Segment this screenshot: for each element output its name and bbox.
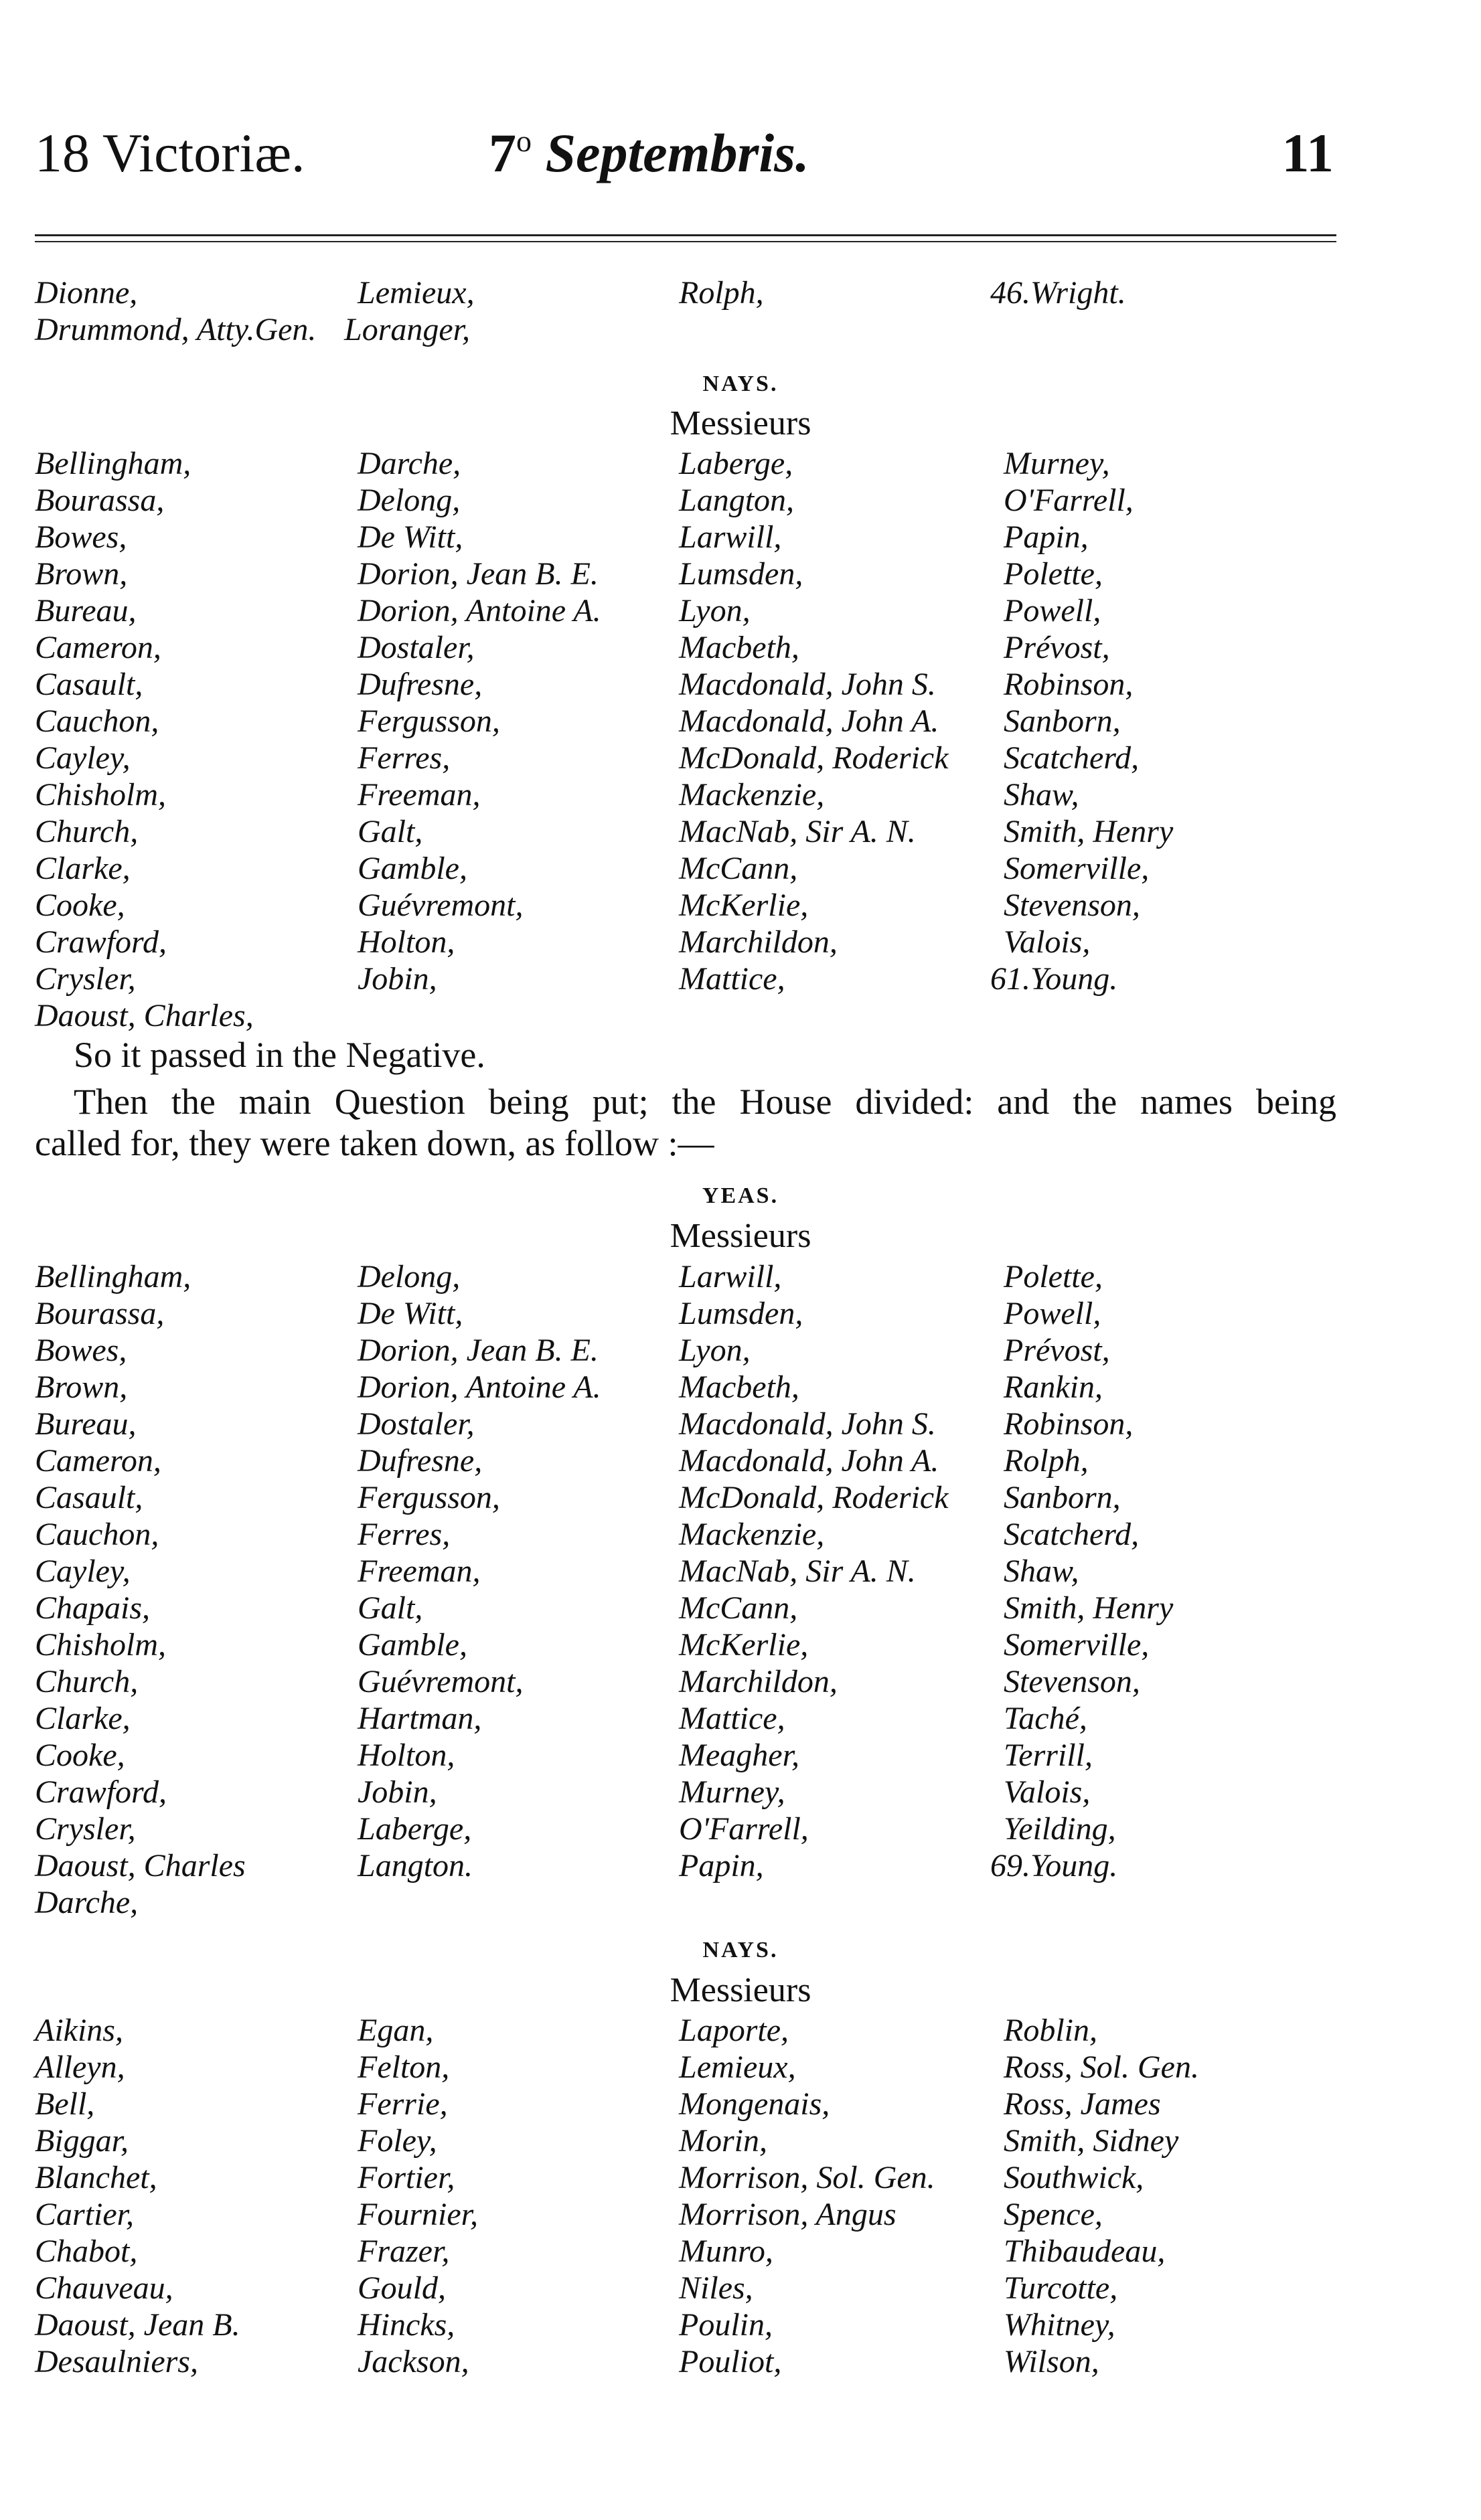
member-name: Taché, bbox=[1004, 1701, 1087, 1736]
member-name: Cooke, bbox=[35, 888, 125, 923]
member-name: Dorion, Jean B. E. bbox=[358, 1333, 599, 1368]
list-row bbox=[35, 2196, 1336, 2233]
member-name: Brown, bbox=[35, 556, 128, 592]
member-name: Smith, Henry bbox=[1004, 814, 1174, 849]
member-name: 69.Young. bbox=[990, 1848, 1118, 1883]
member-name: Spence, bbox=[1004, 2197, 1103, 2232]
member-name: Shaw, bbox=[1004, 1553, 1079, 1589]
list-row bbox=[35, 592, 1336, 629]
messieurs-label: Messieurs bbox=[670, 404, 811, 442]
member-name: Bellingham, bbox=[35, 446, 191, 481]
member-name: Galt, bbox=[358, 814, 423, 849]
member-name: McDonald, Roderick bbox=[679, 740, 949, 776]
messieurs-label: Messieurs bbox=[670, 1971, 811, 2009]
list-row bbox=[35, 556, 1336, 592]
list-row bbox=[35, 1479, 1336, 1516]
member-name: Morin, bbox=[679, 2123, 767, 2159]
member-name: Laberge, bbox=[679, 446, 793, 481]
member-name: Rankin, bbox=[1004, 1369, 1103, 1405]
member-name: Brown, bbox=[35, 1369, 128, 1405]
member-name: Papin, bbox=[1004, 519, 1089, 555]
member-name: Turcotte, bbox=[1004, 2270, 1118, 2306]
member-name: 61.Young. bbox=[990, 961, 1118, 997]
list-row bbox=[35, 740, 1336, 776]
member-name: Robinson, bbox=[1004, 1406, 1134, 1442]
member-name: Somerville, bbox=[1004, 851, 1150, 886]
member-name: Prévost, bbox=[1004, 630, 1110, 665]
nays-list bbox=[35, 445, 1336, 1034]
member-name: Daoust, Charles, bbox=[35, 998, 254, 1033]
list-row bbox=[35, 666, 1336, 703]
member-name: Chabot, bbox=[35, 2234, 138, 2269]
member-name: Fournier, bbox=[358, 2197, 478, 2232]
member-name: Mattice, bbox=[679, 1701, 785, 1736]
member-name: Langton. bbox=[358, 1848, 473, 1883]
member-name: MacNab, Sir A. N. bbox=[679, 814, 916, 849]
list-row bbox=[35, 2270, 1336, 2306]
list-row bbox=[35, 2159, 1336, 2196]
member-name: Sanborn, bbox=[1004, 1480, 1121, 1515]
member-name: Crawford, bbox=[35, 924, 167, 960]
member-name: Marchildon, bbox=[679, 1664, 838, 1699]
member-name: Clarke, bbox=[35, 851, 131, 886]
member-name: Crysler, bbox=[35, 961, 136, 997]
member-name: Cooke, bbox=[35, 1738, 125, 1773]
member-name: Loranger, bbox=[344, 312, 471, 347]
member-name: Chisholm, bbox=[35, 777, 167, 813]
list-row bbox=[35, 2049, 1336, 2086]
date-day: 7 bbox=[489, 122, 516, 183]
member-name: Thibaudeau, bbox=[1004, 2234, 1166, 2269]
member-name: Frazer, bbox=[358, 2234, 450, 2269]
member-name: Jobin, bbox=[358, 961, 437, 997]
member-name: Ross, James bbox=[1004, 2086, 1161, 2122]
member-name: De Witt, bbox=[358, 519, 463, 555]
member-name: Bureau, bbox=[35, 1406, 137, 1442]
member-name: Roblin, bbox=[1004, 2013, 1097, 2048]
member-name: O'Farrell, bbox=[1004, 483, 1134, 518]
member-name: Guévremont, bbox=[358, 888, 524, 923]
list-row bbox=[35, 1553, 1336, 1590]
member-name: Crawford, bbox=[35, 1774, 167, 1810]
member-name: Hincks, bbox=[358, 2307, 455, 2343]
date-ordinal: o bbox=[516, 124, 532, 158]
member-name: Fortier, bbox=[358, 2160, 455, 2195]
member-name: Darche, bbox=[35, 1885, 139, 1920]
member-name: Cameron, bbox=[35, 1443, 161, 1479]
list-row bbox=[35, 1663, 1336, 1700]
list-row bbox=[35, 1737, 1336, 1774]
member-name: Chauveau, bbox=[35, 2270, 173, 2306]
list-row bbox=[35, 311, 1336, 348]
main-question-paragraph bbox=[35, 1081, 1336, 1164]
member-name: Ferres, bbox=[358, 740, 451, 776]
member-name: Larwill, bbox=[679, 519, 782, 555]
messieurs-label: Messieurs bbox=[670, 1217, 811, 1255]
member-name: Mackenzie, bbox=[679, 777, 825, 813]
list-row bbox=[35, 2122, 1336, 2159]
member-name: Gamble, bbox=[358, 851, 467, 886]
member-name: Cauchon, bbox=[35, 703, 159, 739]
list-row bbox=[35, 1626, 1336, 1663]
list-row bbox=[35, 1442, 1336, 1479]
list-row bbox=[35, 813, 1336, 850]
yeas-heading: YEAS. bbox=[702, 1183, 779, 1208]
member-name: Freeman, bbox=[358, 777, 481, 813]
member-name: 46.Wright. bbox=[990, 275, 1126, 311]
member-name: Niles, bbox=[679, 2270, 753, 2306]
member-name: Somerville, bbox=[1004, 1627, 1150, 1663]
member-name: Cayley, bbox=[35, 1553, 131, 1589]
member-name: Dionne, bbox=[35, 275, 138, 311]
member-name: Meagher, bbox=[679, 1738, 799, 1773]
list-row bbox=[35, 2343, 1336, 2380]
member-name: Casault, bbox=[35, 1480, 143, 1515]
member-name: Polette, bbox=[1004, 556, 1103, 592]
list-row bbox=[35, 2086, 1336, 2122]
member-name: Scatcherd, bbox=[1004, 1517, 1140, 1552]
list-row bbox=[35, 1884, 1336, 1921]
member-name: Prévost, bbox=[1004, 1333, 1110, 1368]
list-row bbox=[35, 960, 1336, 997]
list-row bbox=[35, 1295, 1336, 1332]
member-name: Desaulniers, bbox=[35, 2344, 198, 2379]
member-name: Clarke, bbox=[35, 1701, 131, 1736]
member-name: Holton, bbox=[358, 924, 455, 960]
member-name: Pouliot, bbox=[679, 2344, 782, 2379]
page-number: 11 bbox=[1281, 122, 1334, 183]
member-name: Holton, bbox=[358, 1738, 455, 1773]
list-row bbox=[35, 776, 1336, 813]
member-name: Hartman, bbox=[358, 1701, 482, 1736]
member-name: Lyon, bbox=[679, 593, 751, 628]
list-row bbox=[35, 997, 1336, 1034]
member-name: Chisholm, bbox=[35, 1627, 167, 1663]
continued-yeas-list bbox=[35, 274, 1336, 348]
list-row bbox=[35, 887, 1336, 924]
member-name: Daoust, Charles bbox=[35, 1848, 246, 1883]
member-name: Bourassa, bbox=[35, 1296, 165, 1331]
member-name: Delong, bbox=[358, 483, 461, 518]
member-name: Powell, bbox=[1004, 1296, 1101, 1331]
list-row bbox=[35, 1774, 1336, 1811]
member-name: Drummond, Atty.Gen. bbox=[35, 312, 317, 347]
list-row bbox=[35, 519, 1336, 556]
member-name: Guévremont, bbox=[358, 1664, 524, 1699]
header-rule-bottom bbox=[35, 241, 1336, 242]
member-name: Dorion, Antoine A. bbox=[358, 593, 601, 628]
member-name: Bowes, bbox=[35, 519, 127, 555]
member-name: Stevenson, bbox=[1004, 888, 1140, 923]
member-name: Egan, bbox=[358, 2013, 434, 2048]
member-name: Macdonald, John A. bbox=[679, 703, 939, 739]
member-name: Freeman, bbox=[358, 1553, 481, 1589]
member-name: Dorion, Jean B. E. bbox=[358, 556, 599, 592]
paragraph-line: called for, they were taken down, as follow :— bbox=[35, 1123, 714, 1163]
member-name: Macbeth, bbox=[679, 630, 799, 665]
member-name: O'Farrell, bbox=[679, 1811, 809, 1847]
member-name: Laporte, bbox=[679, 2013, 789, 2048]
member-name: Blanchet, bbox=[35, 2160, 157, 2195]
list-row bbox=[35, 2012, 1336, 2049]
list-row bbox=[35, 629, 1336, 666]
list-row bbox=[35, 2233, 1336, 2270]
list-row bbox=[35, 274, 1336, 311]
member-name: Dostaler, bbox=[358, 1406, 475, 1442]
member-name: Mackenzie, bbox=[679, 1517, 825, 1552]
member-name: Lumsden, bbox=[679, 556, 803, 592]
member-name: Chapais, bbox=[35, 1590, 151, 1626]
member-name: Fergusson, bbox=[358, 703, 500, 739]
member-name: De Witt, bbox=[358, 1296, 463, 1331]
member-name: Cameron, bbox=[35, 630, 161, 665]
member-name: Papin, bbox=[679, 1848, 764, 1883]
member-name: Dufresne, bbox=[358, 667, 483, 702]
member-name: Delong, bbox=[358, 1259, 461, 1294]
yeas-list bbox=[35, 1258, 1336, 1921]
result-text: So it passed in the Negative. bbox=[74, 1035, 485, 1075]
member-name: Bowes, bbox=[35, 1333, 127, 1368]
member-name: Bourassa, bbox=[35, 483, 165, 518]
member-name: Biggar, bbox=[35, 2123, 129, 2159]
member-name: Macdonald, John S. bbox=[679, 1406, 936, 1442]
list-row bbox=[35, 1406, 1336, 1442]
member-name: Morrison, Angus bbox=[679, 2197, 897, 2232]
member-name: Dorion, Antoine A. bbox=[358, 1369, 601, 1405]
member-name: Fergusson, bbox=[358, 1480, 500, 1515]
paragraph-line: Then the main Question being put; the House divided: and the names being bbox=[74, 1082, 1336, 1122]
member-name: Powell, bbox=[1004, 593, 1101, 628]
list-row bbox=[35, 1516, 1336, 1553]
member-name: Jobin, bbox=[358, 1774, 437, 1810]
member-name: Marchildon, bbox=[679, 924, 838, 960]
member-name: Valois, bbox=[1004, 924, 1091, 960]
list-row bbox=[35, 1590, 1336, 1626]
member-name: Macbeth, bbox=[679, 1369, 799, 1405]
header-rule-top bbox=[35, 234, 1336, 236]
member-name: Church, bbox=[35, 814, 139, 849]
member-name: Scatcherd, bbox=[1004, 740, 1140, 776]
member-name: Casault, bbox=[35, 667, 143, 702]
member-name: Bureau, bbox=[35, 593, 137, 628]
member-name: Shaw, bbox=[1004, 777, 1079, 813]
member-name: Macdonald, John A. bbox=[679, 1443, 939, 1479]
member-name: McCann, bbox=[679, 1590, 798, 1626]
member-name: Jackson, bbox=[358, 2344, 469, 2379]
member-name: Morrison, Sol. Gen. bbox=[679, 2160, 935, 2195]
list-row bbox=[35, 1700, 1336, 1737]
member-name: Mongenais, bbox=[679, 2086, 830, 2122]
member-name: Dufresne, bbox=[358, 1443, 483, 1479]
nays-list bbox=[35, 2012, 1336, 2380]
list-row bbox=[35, 924, 1336, 960]
member-name: Murney, bbox=[1004, 446, 1110, 481]
member-name: Bellingham, bbox=[35, 1259, 191, 1294]
member-name: Alleyn, bbox=[35, 2049, 125, 2085]
list-row bbox=[35, 703, 1336, 740]
member-name: McKerlie, bbox=[679, 1627, 809, 1663]
list-row bbox=[35, 1811, 1336, 1847]
member-name: Munro, bbox=[679, 2234, 773, 2269]
member-name: Foley, bbox=[358, 2123, 437, 2159]
member-name: Darche, bbox=[358, 446, 461, 481]
member-name: Langton, bbox=[679, 483, 795, 518]
member-name: Southwick, bbox=[1004, 2160, 1144, 2195]
member-name: Ferrie, bbox=[358, 2086, 448, 2122]
member-name: Galt, bbox=[358, 1590, 423, 1626]
nays-heading: NAYS. bbox=[702, 371, 779, 396]
member-name: Church, bbox=[35, 1664, 139, 1699]
member-name: Cayley, bbox=[35, 740, 131, 776]
member-name: Gould, bbox=[358, 2270, 446, 2306]
member-name: Lumsden, bbox=[679, 1296, 803, 1331]
member-name: Lemieux, bbox=[358, 275, 475, 311]
member-name: Larwill, bbox=[679, 1259, 782, 1294]
member-name: Sanborn, bbox=[1004, 703, 1121, 739]
member-name: Terrill, bbox=[1004, 1738, 1093, 1773]
member-name: McDonald, Roderick bbox=[679, 1480, 949, 1515]
member-name: Cauchon, bbox=[35, 1517, 159, 1552]
member-name: Ferres, bbox=[358, 1517, 451, 1552]
member-name: Poulin, bbox=[679, 2307, 773, 2343]
nays-heading: NAYS. bbox=[702, 1938, 779, 1962]
member-name: Ross, Sol. Gen. bbox=[1004, 2049, 1199, 2085]
negative-result-paragraph bbox=[35, 1034, 1336, 1076]
list-row bbox=[35, 1332, 1336, 1369]
member-name: Rolph, bbox=[1004, 1443, 1089, 1479]
member-name: Yeilding, bbox=[1004, 1811, 1116, 1847]
running-head-regnal-year: 18 Victoriæ. bbox=[35, 122, 305, 183]
member-name: Valois, bbox=[1004, 1774, 1091, 1810]
list-row bbox=[35, 1847, 1336, 1884]
member-name: Smith, Henry bbox=[1004, 1590, 1174, 1626]
list-row bbox=[35, 445, 1336, 482]
member-name: Cartier, bbox=[35, 2197, 135, 2232]
member-name: Bell, bbox=[35, 2086, 95, 2122]
member-name: Stevenson, bbox=[1004, 1664, 1140, 1699]
member-name: Lyon, bbox=[679, 1333, 751, 1368]
list-row bbox=[35, 850, 1336, 887]
member-name: Crysler, bbox=[35, 1811, 136, 1847]
member-name: Mattice, bbox=[679, 961, 785, 997]
date-month: Septembris. bbox=[545, 122, 809, 183]
member-name: Murney, bbox=[679, 1774, 785, 1810]
list-row bbox=[35, 2306, 1336, 2343]
member-name: Felton, bbox=[358, 2049, 450, 2085]
member-name: Macdonald, John S. bbox=[679, 667, 936, 702]
member-name: McCann, bbox=[679, 851, 798, 886]
member-name: Wilson, bbox=[1004, 2344, 1099, 2379]
member-name: Smith, Sidney bbox=[1004, 2123, 1179, 2159]
member-name: Polette, bbox=[1004, 1259, 1103, 1294]
member-name: Dostaler, bbox=[358, 630, 475, 665]
list-row bbox=[35, 1369, 1336, 1406]
member-name: Aikins, bbox=[35, 2013, 123, 2048]
running-head-date bbox=[489, 122, 809, 183]
list-row bbox=[35, 482, 1336, 519]
member-name: MacNab, Sir A. N. bbox=[679, 1553, 916, 1589]
member-name: Gamble, bbox=[358, 1627, 467, 1663]
list-row bbox=[35, 1258, 1336, 1295]
member-name: McKerlie, bbox=[679, 888, 809, 923]
member-name: Laberge, bbox=[358, 1811, 472, 1847]
member-name: Whitney, bbox=[1004, 2307, 1115, 2343]
member-name: Rolph, bbox=[679, 275, 764, 311]
member-name: Daoust, Jean B. bbox=[35, 2307, 240, 2343]
member-name: Robinson, bbox=[1004, 667, 1134, 702]
member-name: Lemieux, bbox=[679, 2049, 796, 2085]
